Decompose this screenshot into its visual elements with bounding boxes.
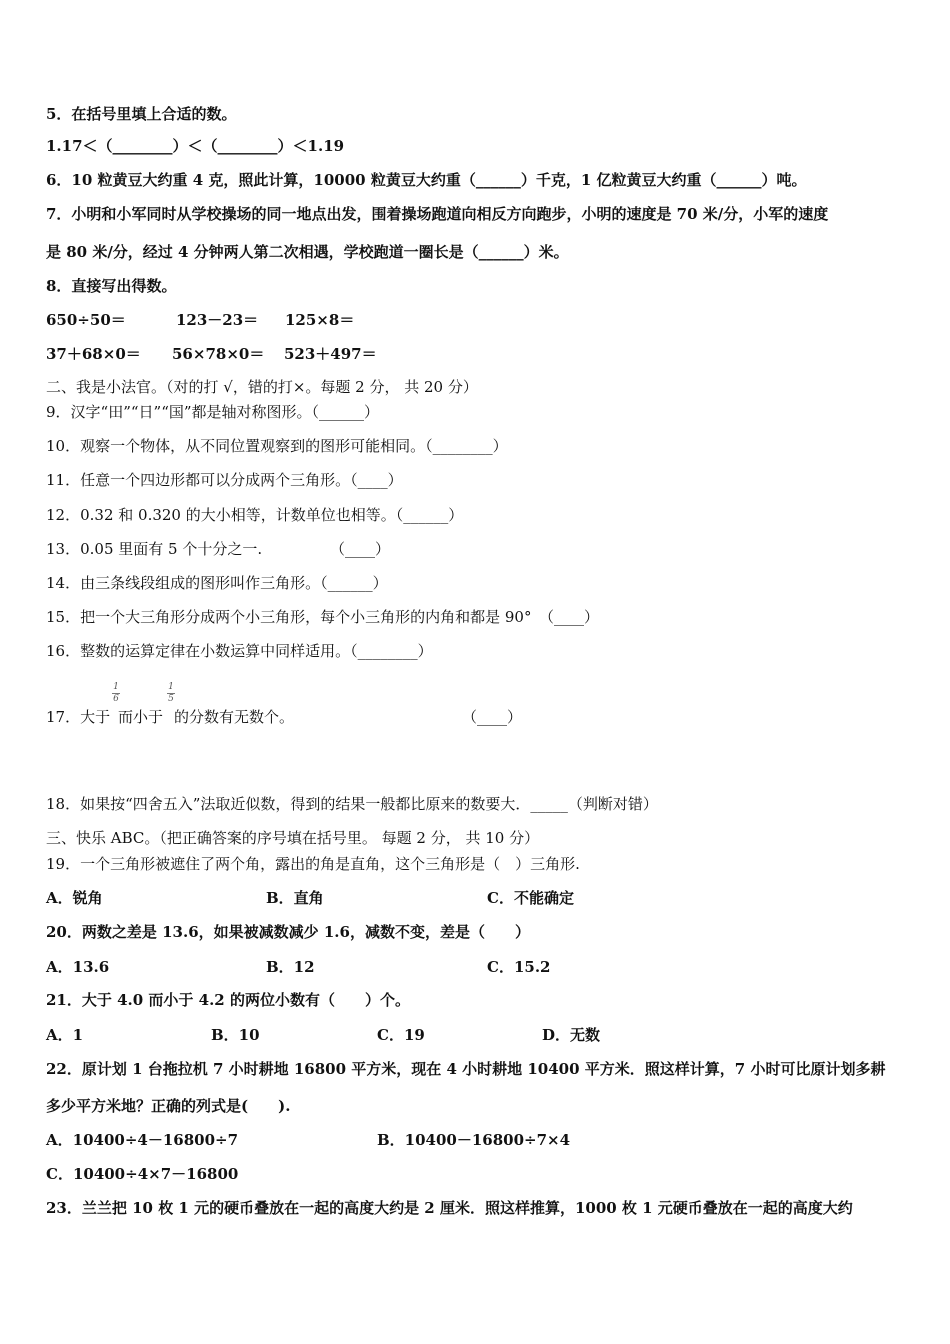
q20-text: 20．两数之差是 13.6，如果被减数减少 1.6，减数不变，差是（ ） xyxy=(46,923,530,941)
q17-fraction-2-denominator: 5 xyxy=(168,694,174,704)
q21-text: 21．大于 4.0 而小于 4.2 的两位小数有（ ）个。 xyxy=(46,991,410,1009)
q20-option-a: A．13.6 xyxy=(46,958,110,976)
q20-option-c: C．15.2 xyxy=(487,958,551,976)
q17-fraction-2 xyxy=(167,683,175,704)
section2-heading: 二、我是小法官。（对的打 √，错的打×。每题 2 分， 共 20 分） xyxy=(46,378,478,396)
q5-title: 5．在括号里填上合适的数。 xyxy=(46,105,237,123)
q17-blank: （____） xyxy=(462,708,523,726)
q6: 6．10 粒黄豆大约重 4 克，照此计算，10000 粒黄豆大约重（______）千克，1 亿粒黄豆大约重（______）吨。 xyxy=(46,171,807,189)
q21-option-c: C．19 xyxy=(377,1026,425,1044)
q12: 12．0.32 和 0.320 的大小相等，计数单位也相等。（______） xyxy=(46,506,464,524)
q17-part3: 的分数有无数个。 xyxy=(174,708,295,726)
q17-part2: 而小于 xyxy=(118,708,164,726)
q22-line2: 多少平方米地？正确的列式是( ). xyxy=(46,1097,291,1115)
q7-line2: 是 80 米/分，经过 4 分钟两人第二次相遇，学校跑道一圈长是（______）米。 xyxy=(46,243,569,261)
q17-fraction-1-numerator: 1 xyxy=(113,682,119,692)
q8-row2-item3: 523＋497＝ xyxy=(284,345,377,363)
q8-row2-item1: 37＋68×0＝ xyxy=(46,345,141,363)
q22-option-c: C．10400÷4×7－16800 xyxy=(46,1165,239,1183)
q7-line1: 7．小明和小军同时从学校操场的同一地点出发，围着操场跑道向相反方向跑步，小明的速度是 70 米/分，小军的速度 xyxy=(46,205,829,223)
q8-title: 8．直接写出得数。 xyxy=(46,277,177,295)
q19-option-a: A．锐角 xyxy=(46,889,103,907)
q21-option-a: A．1 xyxy=(46,1026,84,1044)
q8-row1-item2: 123－23＝ xyxy=(176,311,259,329)
q17-fraction-1 xyxy=(112,683,120,704)
q13-blank: （____） xyxy=(330,540,391,558)
q21-option-d: D．无数 xyxy=(542,1026,601,1044)
q19-option-c: C．不能确定 xyxy=(487,889,574,907)
q8-row1-item1: 650÷50＝ xyxy=(46,311,126,329)
q23: 23．兰兰把 10 枚 1 元的硬币叠放在一起的高度大约是 2 厘米．照这样推算，1000 枚 1 元硬币叠放在一起的高度大约 xyxy=(46,1199,853,1217)
q15: 15．把一个大三角形分成两个小三角形，每个小三角形的内角和都是 90° （____） xyxy=(46,608,599,626)
q22-line1: 22．原计划 1 台拖拉机 7 小时耕地 16800 平方米，现在 4 小时耕地 10400 平方米．照这样计算，7 小时可比原计划多耕 xyxy=(46,1060,886,1078)
q22-option-b: B．10400－16800÷7×4 xyxy=(377,1131,571,1149)
q13-text: 13．0.05 里面有 5 个十分之一. xyxy=(46,540,263,558)
q8-row1-item3: 125×8＝ xyxy=(285,311,355,329)
q19-text: 19．一个三角形被遮住了两个角，露出的角是直角，这个三角形是（ ）三角形. xyxy=(46,855,580,873)
q16: 16．整数的运算定律在小数运算中同样适用。（________） xyxy=(46,642,433,660)
q22-option-a: A．10400÷4－16800÷7 xyxy=(46,1131,239,1149)
q21-option-b: B．10 xyxy=(211,1026,260,1044)
q17-part1: 17．大于 xyxy=(46,708,111,726)
q18: 18．如果按“四舍五入”法取近似数，得到的结果一般都比原来的数要大．_____（判断对错） xyxy=(46,795,658,813)
section3-heading: 三、快乐 ABC。（把正确答案的序号填在括号里。 每题 2 分， 共 10 分） xyxy=(46,829,540,847)
q10: 10．观察一个物体，从不同位置观察到的图形可能相同。（________） xyxy=(46,437,508,455)
q8-row2-item2: 56×78×0＝ xyxy=(172,345,265,363)
q17-fraction-2-numerator: 1 xyxy=(168,682,174,692)
q20-option-b: B．12 xyxy=(266,958,315,976)
q9: 9．汉字“田”“日”“国”都是轴对称图形。（______） xyxy=(46,403,380,421)
q5-line: 1.17＜（________）＜（________）＜1.19 xyxy=(46,137,345,155)
q11: 11．任意一个四边形都可以分成两个三角形。（____） xyxy=(46,471,403,489)
q14: 14．由三条线段组成的图形叫作三角形。（______） xyxy=(46,574,388,592)
q19-option-b: B．直角 xyxy=(266,889,324,907)
q17-fraction-1-denominator: 6 xyxy=(113,694,119,704)
